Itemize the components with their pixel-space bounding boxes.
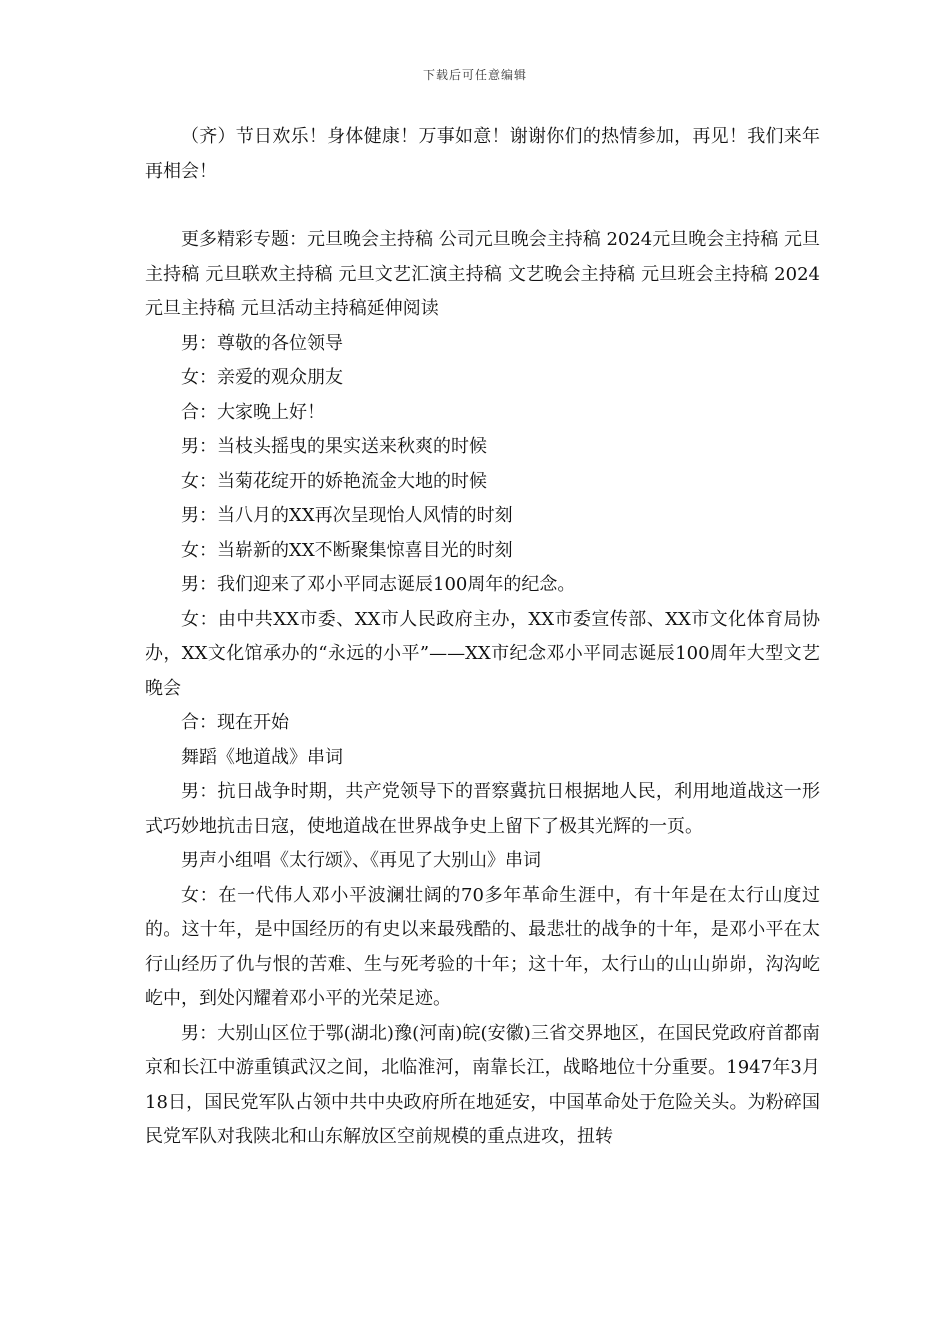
- script-line: 男：当八月的XX再次呈现怡人风情的时刻: [181, 505, 513, 526]
- page-header: 下载后可任意编辑: [422, 68, 527, 82]
- section-heading: 舞蹈《地道战》串词: [181, 746, 343, 768]
- script-line: 男：尊敬的各位领导: [181, 332, 343, 354]
- script-line: 男：我们迎来了邓小平同志诞辰100周年的纪念。: [181, 574, 576, 595]
- script-line: 女：当崭新的XX不断聚集惊喜目光的时刻: [181, 539, 513, 561]
- script-line: 女：当菊花绽开的娇艳流金大地的时候: [181, 470, 487, 492]
- script-line: 女：在一代伟人邓小平波澜壮阔的70多年革命生涯中，有十年是在太行山度过的。这十年，是中国经历的有史以来最残酷的、最悲壮的战争的十年，是邓小平在太行山经历了仇与恨的苦难、生与死考验的十年；这十年，太行山的山山峁峁，沟沟屹屹中，到处闪耀着邓小平的光荣足迹。: [145, 884, 820, 1009]
- topics-paragraph: 更多精彩专题：元旦晚会主持稿 公司元旦晚会主持稿 2024元旦晚会主持稿 元旦主持稿 元旦联欢主持稿 元旦文艺汇演主持稿 文艺晚会主持稿 元旦班会主持稿 2024元旦主持稿 元旦活动主持稿延伸阅读: [145, 229, 820, 319]
- blank-line: [145, 189, 820, 223]
- script-line: 女：亲爱的观众朋友: [181, 367, 343, 388]
- closing-paragraph: （齐）节日欢乐！身体健康！万事如意！谢谢你们的热情参加，再见！我们来年再相会！: [145, 126, 820, 182]
- script-line: 合：大家晚上好！: [181, 401, 325, 423]
- section-heading: 男声小组唱《太行颂》、《再见了大别山》串词: [181, 850, 541, 871]
- script-line: 男：抗日战争时期，共产党领导下的晋察冀抗日根据地人民，利用地道战这一形式巧妙地抗击日寇，使地道战在世界战争史上留下了极其光辉的一页。: [145, 781, 820, 837]
- script-line: 男：当枝头摇曳的果实送来秋爽的时候: [181, 436, 487, 457]
- script-line: 男：大别山区位于鄂(湖北)豫(河南)皖(安徽)三省交界地区，在国民党政府首都南京和长江中游重镇武汉之间，北临淮河，南靠长江，战略地位十分重要。1947年3月18日，国民党军队占领中共中央政府所在地延安，中国革命处于危险关头。为粉碎国民党军队对我陕北和山东解放区空前规模的重点进攻，扭转: [145, 1022, 820, 1147]
- script-line: 女：由中共XX市委、XX市人民政府主办，XX市委宣传部、XX市文化体育局协办，XX文化馆承办的“永远的小平”——XX市纪念邓小平同志诞辰100周年大型文艺晚会: [145, 608, 820, 699]
- document-body: [145, 120, 820, 1155]
- script-line: 合：现在开始: [181, 712, 289, 733]
